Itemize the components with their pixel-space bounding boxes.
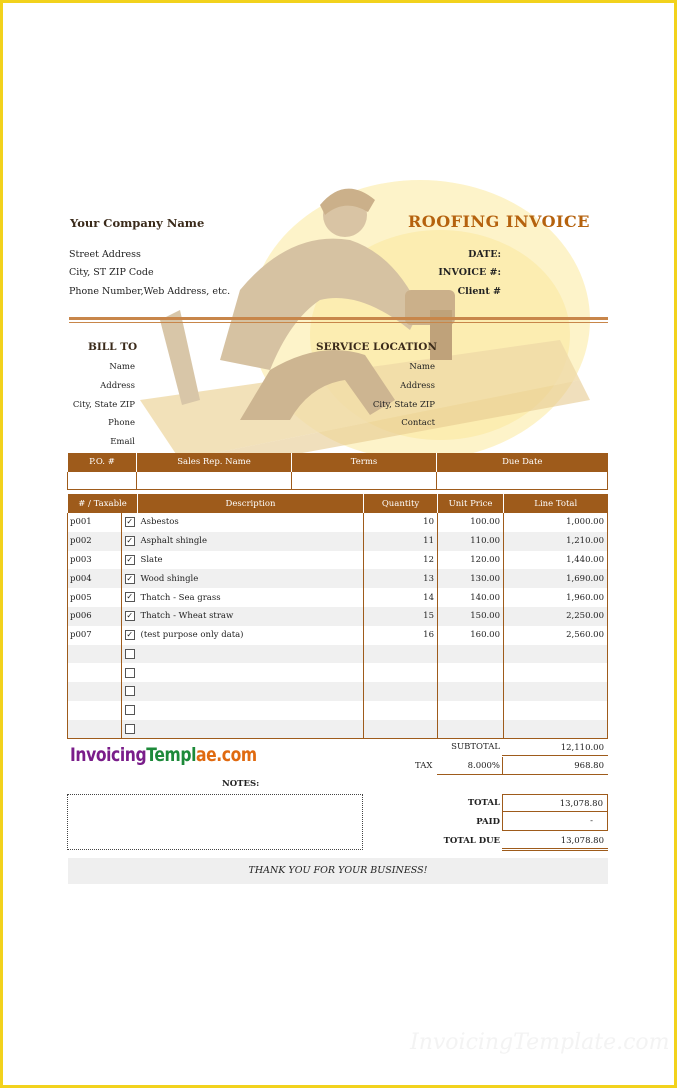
item-description[interactable] [138,682,364,701]
item-id[interactable] [68,663,122,682]
sales-rep-header: Sales Rep. Name [137,453,292,471]
checkbox[interactable] [125,649,135,659]
items-table [67,494,608,739]
item-line-total[interactable] [504,720,608,739]
item-id[interactable]: p002 [68,532,122,551]
checkbox[interactable] [125,705,135,715]
checkbox[interactable]: ✓ [126,629,134,639]
item-unit-price[interactable] [438,682,504,701]
unit-price-header: Unit Price [438,494,504,513]
tax-box [502,757,608,775]
item-unit-price[interactable] [438,701,504,720]
table-row [68,701,608,720]
item-line-total[interactable]: 2,250.00 [504,607,608,626]
notes-box[interactable] [67,794,363,850]
quantity-header: Quantity [364,494,438,513]
service-contact: Contact [401,418,435,428]
item-line-total[interactable]: 1,210.00 [504,532,608,551]
taxable-checkbox [122,532,138,551]
item-id[interactable] [68,645,122,664]
item-description[interactable]: Wood shingle [138,569,364,588]
item-unit-price[interactable]: 130.00 [438,569,504,588]
checkbox[interactable] [125,724,135,734]
taxable-checkbox [122,682,138,701]
item-quantity[interactable] [364,682,438,701]
po-header: P.O. # [68,453,137,471]
company-city: City, ST ZIP Code [69,267,154,278]
item-unit-price[interactable] [438,663,504,682]
item-description[interactable]: Asphalt shingle [138,532,364,551]
table-row [68,626,608,645]
item-quantity[interactable]: 12 [364,551,438,570]
item-id[interactable]: p001 [68,513,122,532]
item-unit-price[interactable]: 100.00 [438,513,504,532]
paid-value: - [590,816,593,826]
company-street: Street Address [69,249,141,260]
table-row [68,720,608,739]
company-contact: Phone Number,Web Address, etc. [69,286,231,297]
item-line-total[interactable]: 1,690.00 [504,569,608,588]
bill-to-name: Name [109,362,135,372]
item-id[interactable]: p003 [68,551,122,570]
item-id[interactable]: p005 [68,588,122,607]
id-taxable-header: # / Taxable [68,494,138,513]
taxable-checkbox [122,513,138,532]
checkbox[interactable]: ✓ [126,554,134,564]
table-row [68,569,608,588]
subtotal-box [502,738,608,756]
item-line-total[interactable] [504,701,608,720]
service-address: Address [400,381,435,391]
item-unit-price[interactable]: 140.00 [438,588,504,607]
item-id[interactable]: p007 [68,626,122,645]
checkbox[interactable]: ✓ [126,535,134,545]
total-box [502,794,608,812]
sales-rep-cell[interactable] [137,471,292,489]
item-line-total[interactable] [504,663,608,682]
item-quantity[interactable] [364,645,438,664]
thank-you-banner: THANK YOU FOR YOUR BUSINESS! [68,858,608,884]
table-row [68,682,608,701]
bill-to-city: City, State ZIP [72,400,135,410]
bill-to-phone: Phone [108,418,135,428]
terms-header: Terms [292,453,437,471]
bill-to-heading: BILL TO [88,341,138,353]
tax-rate: 8.000% [467,761,500,771]
total-due-value: 13,078.80 [560,836,604,846]
checkbox[interactable] [125,686,135,696]
item-description[interactable] [138,701,364,720]
watermark: InvoicingTemplate.com [410,1030,670,1055]
line-total-header: Line Total [504,494,608,513]
table-row [68,663,608,682]
taxable-checkbox [122,720,138,739]
invoice-number-label: INVOICE #: [438,267,501,278]
taxable-checkbox [122,626,138,645]
total-due-label: TOTAL DUE [443,836,500,846]
invoice-title: ROOFING INVOICE [408,212,590,231]
item-line-total[interactable] [504,645,608,664]
service-location-heading: SERVICE LOCATION [316,341,437,353]
due-date-cell[interactable] [437,471,608,489]
item-unit-price[interactable]: 120.00 [438,551,504,570]
item-quantity[interactable] [364,701,438,720]
subtotal-value: 12,110.00 [560,743,604,753]
item-unit-price[interactable]: 150.00 [438,607,504,626]
item-line-total[interactable] [504,682,608,701]
notes-label: NOTES: [222,779,260,789]
item-quantity[interactable]: 10 [364,513,438,532]
item-quantity[interactable]: 13 [364,569,438,588]
item-description[interactable] [138,720,364,739]
item-unit-price[interactable] [438,720,504,739]
table-row [68,588,608,607]
item-unit-price[interactable] [438,645,504,664]
item-id[interactable]: p006 [68,607,122,626]
item-line-total[interactable]: 2,560.00 [504,626,608,645]
tax-label: TAX [415,761,433,771]
service-city: City, State ZIP [372,400,435,410]
item-id[interactable]: p004 [68,569,122,588]
item-quantity[interactable]: 14 [364,588,438,607]
date-label: DATE: [468,249,501,260]
item-line-total[interactable]: 1,440.00 [504,551,608,570]
item-description[interactable]: Asbestos [138,513,364,532]
table-row [68,645,608,664]
tax-value: 968.80 [574,761,604,771]
taxable-checkbox [122,569,138,588]
total-due-box [502,831,608,851]
tax-rate-box [437,757,502,775]
table-row [68,551,608,570]
taxable-checkbox [122,701,138,720]
item-description[interactable]: Thatch - Wheat straw [138,607,364,626]
checkbox[interactable]: ✓ [126,611,134,621]
description-header: Description [138,494,364,513]
taxable-checkbox [122,588,138,607]
item-line-total[interactable]: 1,000.00 [504,513,608,532]
due-date-header: Due Date [437,453,608,471]
item-description[interactable] [138,663,364,682]
item-id[interactable] [68,720,122,739]
total-label: TOTAL [467,798,500,808]
item-quantity[interactable]: 15 [364,607,438,626]
terms-cell[interactable] [292,471,437,489]
item-description[interactable]: (test purpose only data) [138,626,364,645]
paid-box [502,812,608,831]
checkbox[interactable]: ✓ [126,573,134,583]
item-description[interactable]: Slate [138,551,364,570]
taxable-checkbox [122,607,138,626]
taxable-checkbox [122,551,138,570]
item-quantity[interactable]: 11 [364,532,438,551]
taxable-checkbox [122,663,138,682]
header-divider-thin [69,322,608,323]
item-line-total[interactable]: 1,960.00 [504,588,608,607]
table-row [68,607,608,626]
total-value: 13,078.80 [559,799,603,809]
table-row [68,513,608,532]
item-id[interactable] [68,682,122,701]
item-quantity[interactable] [364,720,438,739]
item-unit-price[interactable]: 110.00 [438,532,504,551]
checkbox[interactable] [125,668,135,678]
bill-to-address: Address [100,381,135,391]
po-cell[interactable] [68,471,137,489]
paid-label: PAID [476,817,500,827]
item-description[interactable] [138,645,364,664]
bill-to-email: Email [110,437,135,447]
item-unit-price[interactable]: 160.00 [438,626,504,645]
item-id[interactable] [68,701,122,720]
service-name: Name [409,362,435,372]
taxable-checkbox [122,645,138,664]
subtotal-label: SUBTOTAL [451,742,500,752]
company-name: Your Company Name [70,216,205,230]
checkbox[interactable]: ✓ [126,517,134,527]
item-quantity[interactable] [364,663,438,682]
header-divider [69,317,608,320]
checkbox[interactable]: ✓ [126,592,134,602]
po-table [67,453,608,490]
invoicingtemplate-logo: InvoicingTemplae.com [70,744,257,766]
item-quantity[interactable]: 16 [364,626,438,645]
client-number-label: Client # [457,286,501,297]
table-row [68,532,608,551]
item-description[interactable]: Thatch - Sea grass [138,588,364,607]
